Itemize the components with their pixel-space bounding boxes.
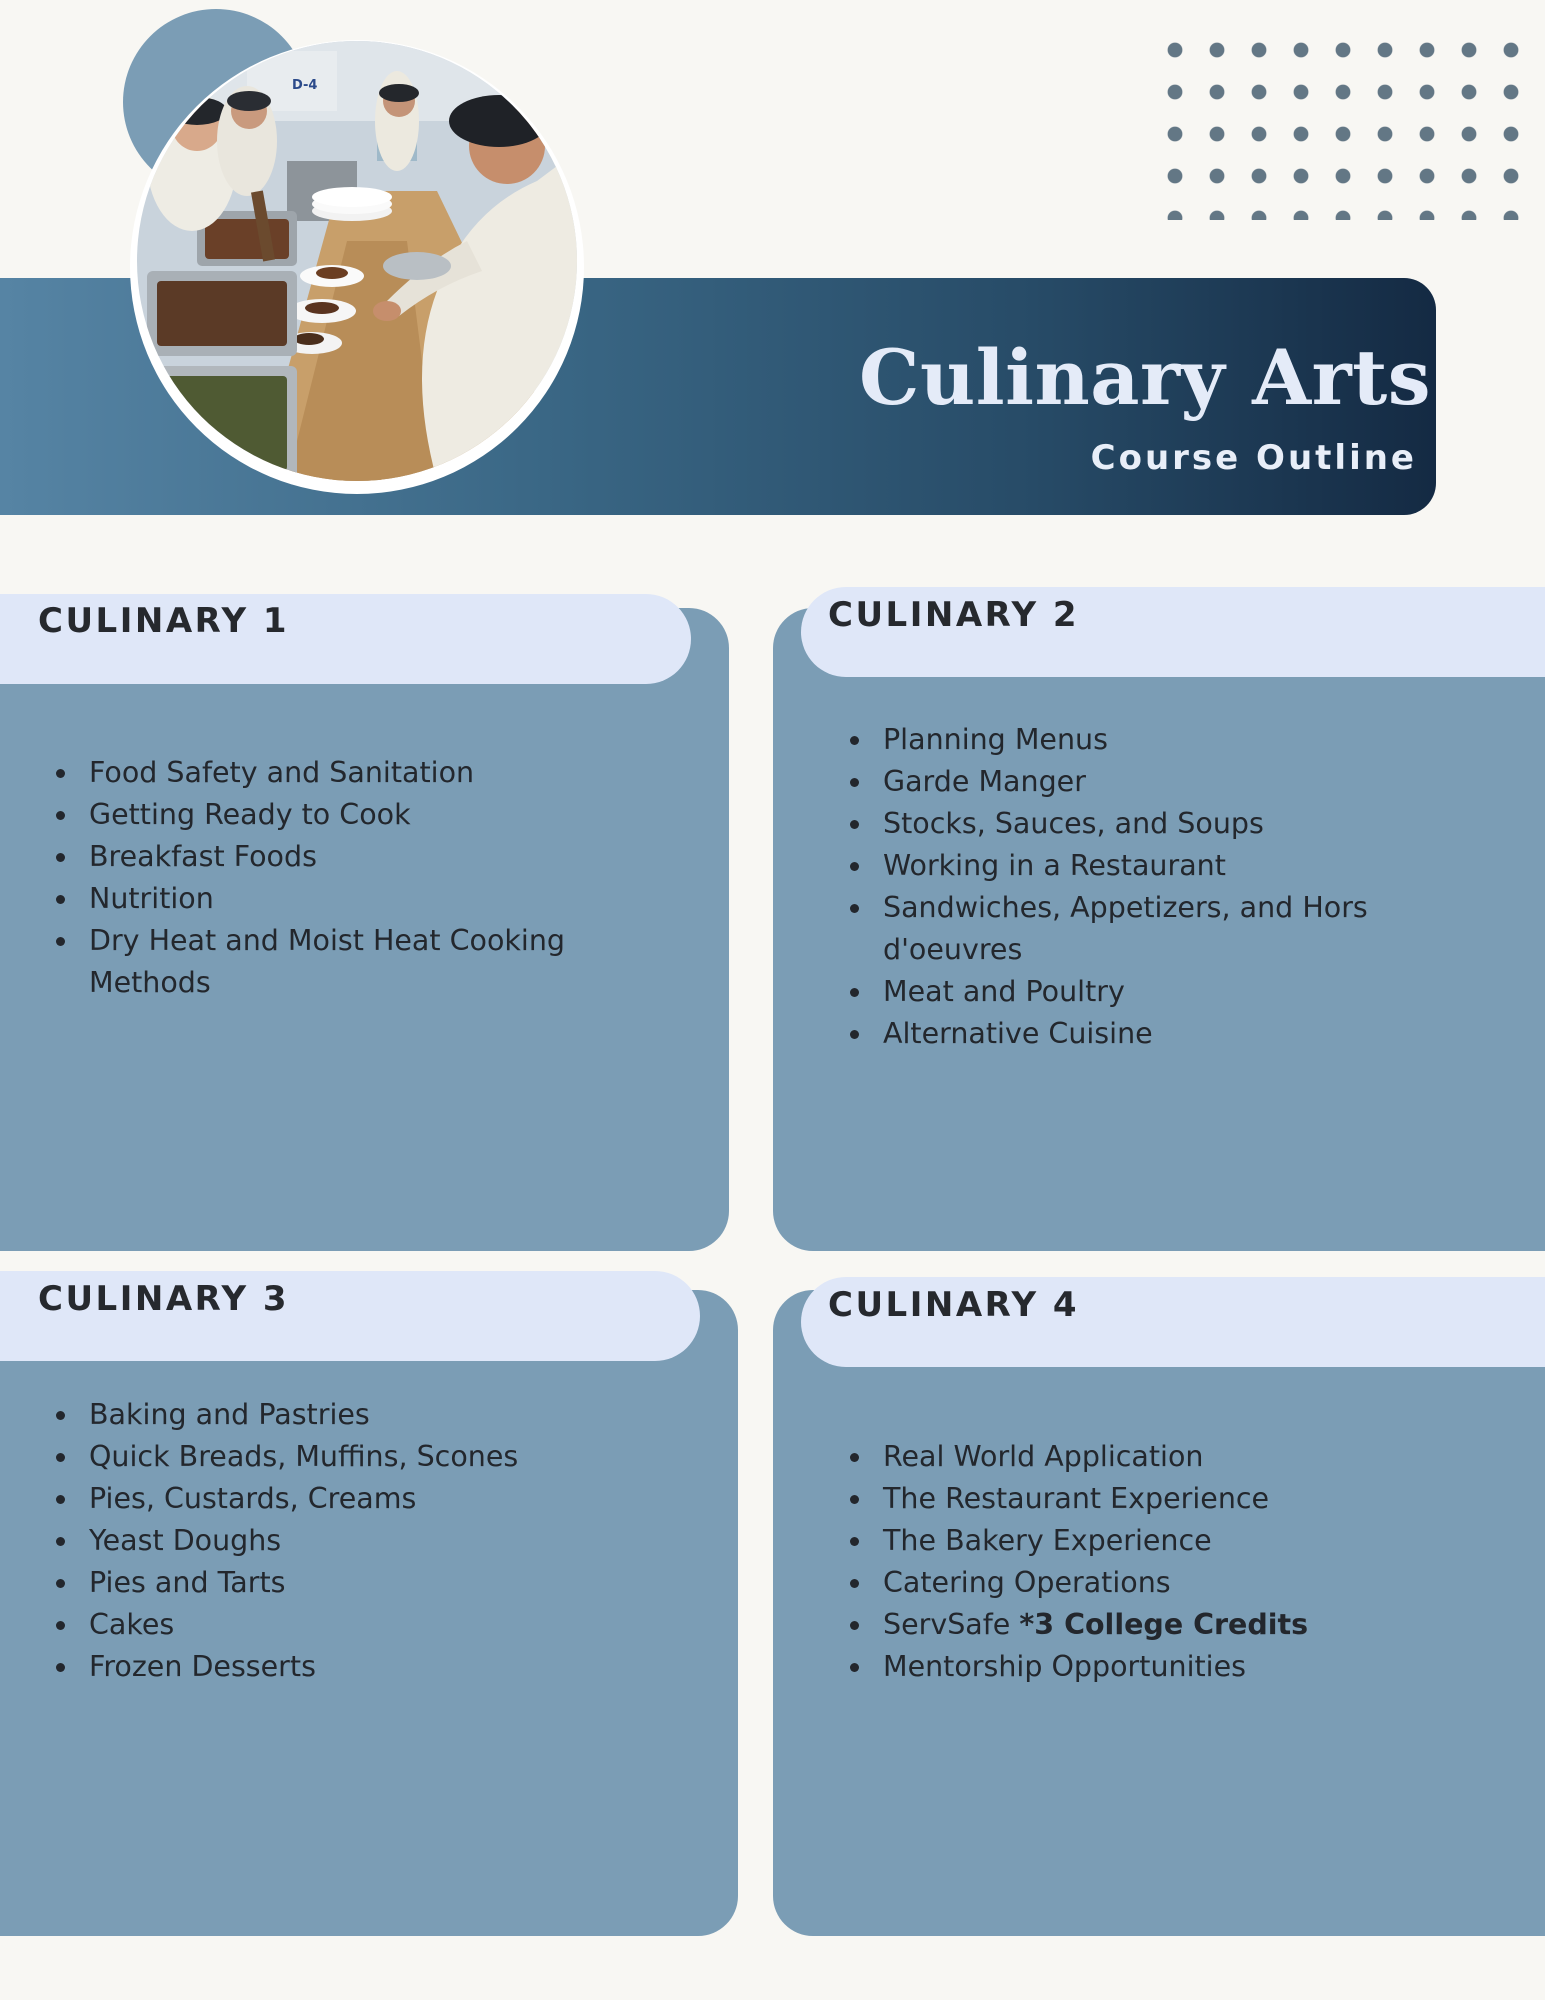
college-credits-note: *3 College Credits [1019, 1608, 1309, 1641]
topic-item: Sandwiches, Appetizers, and Hors d'oeuvres [883, 887, 1473, 971]
topic-item: The Bakery Experience [883, 1520, 1483, 1562]
topic-item: Catering Operations [883, 1562, 1483, 1604]
topic-item: Stocks, Sauces, and Soups [883, 803, 1473, 845]
topic-item: Alternative Cuisine [883, 1013, 1473, 1055]
topic-item: Food Safety and Sanitation [89, 752, 649, 794]
topic-item: Yeast Doughs [89, 1520, 689, 1562]
topic-item: Garde Manger [883, 761, 1473, 803]
topic-item: Planning Menus [883, 719, 1473, 761]
course-title: CULINARY 2 [828, 595, 1080, 635]
course-title: CULINARY 3 [38, 1279, 290, 1319]
room-sign: D-4 [292, 78, 318, 93]
topic-item: Getting Ready to Cook [89, 794, 649, 836]
topic-item: Quick Breads, Muffins, Scones [89, 1436, 689, 1478]
topic-item: Mentorship Opportunities [883, 1646, 1483, 1688]
topic-item: The Restaurant Experience [883, 1478, 1483, 1520]
topic-item: Real World Application [883, 1436, 1483, 1478]
topic-item [883, 1604, 1483, 1646]
kitchen-photo [137, 41, 577, 481]
topic-item: Working in a Restaurant [883, 845, 1473, 887]
topic-item: Pies, Custards, Creams [89, 1478, 689, 1520]
topic-list-culinary-1 [38, 752, 649, 1004]
topic-item: Frozen Desserts [89, 1646, 689, 1688]
topic-item: Baking and Pastries [89, 1394, 689, 1436]
topic-item: Meat and Poultry [883, 971, 1473, 1013]
topic-item: Breakfast Foods [89, 836, 649, 878]
course-title: CULINARY 4 [828, 1285, 1080, 1325]
topic-list-culinary-2 [832, 719, 1473, 1055]
topic-list-culinary-3 [38, 1394, 689, 1688]
page-subtitle: Course Outline [1090, 438, 1417, 478]
dot-pattern [1155, 30, 1525, 220]
topic-item: Pies and Tarts [89, 1562, 689, 1604]
topic-item: Cakes [89, 1604, 689, 1646]
course-title: CULINARY 1 [38, 601, 290, 641]
topic-list-culinary-4 [832, 1436, 1483, 1688]
page-title: Culinary Arts [858, 333, 1431, 422]
topic-item: Nutrition [89, 878, 649, 920]
topic-item: Dry Heat and Moist Heat Cooking Methods [89, 920, 649, 1004]
topic-label: ServSafe [883, 1608, 1011, 1641]
